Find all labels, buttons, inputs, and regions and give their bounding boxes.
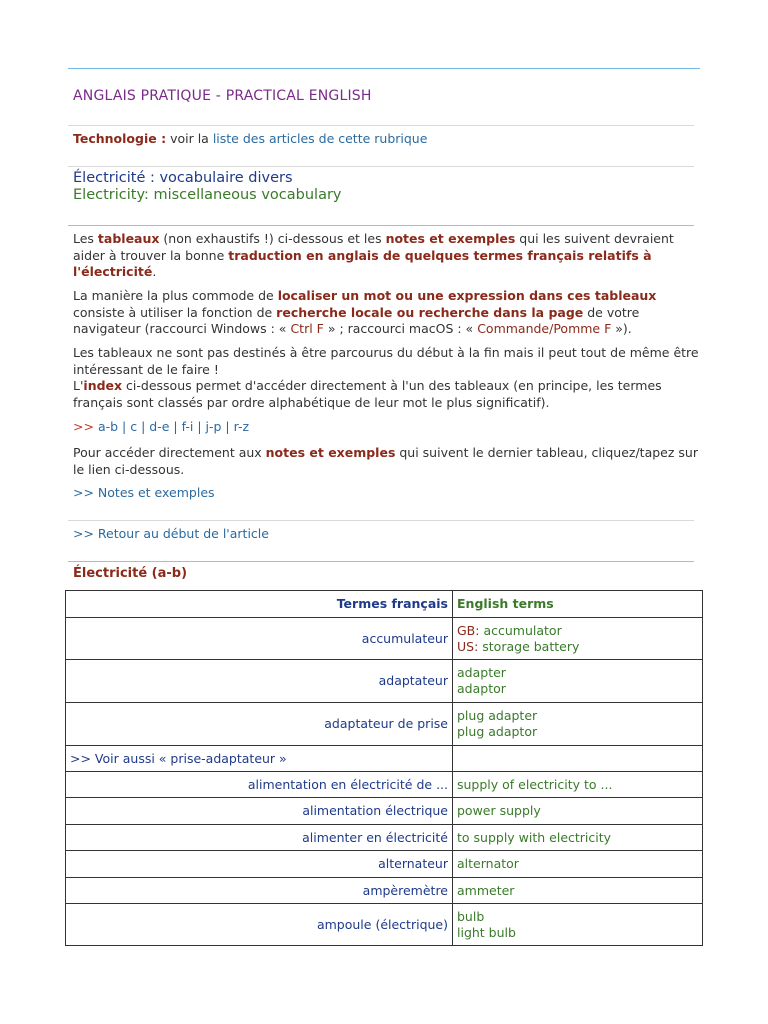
- term-fr: adaptateur de prise: [66, 703, 453, 746]
- header-fr: Termes français: [66, 591, 453, 618]
- table-row: [66, 746, 703, 772]
- table-header-row: [66, 591, 703, 618]
- term-fr: alimentation en électricité de ...: [66, 772, 453, 798]
- index-link-d-e[interactable]: d-e: [149, 419, 170, 434]
- term-en: to supply with electricity: [453, 825, 703, 851]
- index-link-j-p[interactable]: j-p: [205, 419, 222, 434]
- term-en: ammeter: [453, 878, 703, 904]
- term-en-line: adapter: [457, 665, 506, 680]
- divider: [68, 520, 694, 521]
- text: Les tableaux ne sont pas destinés à être parcourus du début à la fin mais il peut tout de même être intéressant de le faire !: [73, 345, 699, 377]
- term-text: accumulator: [479, 622, 562, 638]
- table-row: [66, 878, 703, 904]
- text: qui les suivent devraient aider à trouver la bonne: [73, 231, 674, 263]
- term-fr: alimenter en électricité: [66, 825, 453, 851]
- divider: [68, 125, 694, 126]
- region-label-us: US:: [457, 638, 479, 654]
- index-separator: |: [225, 419, 230, 434]
- divider: [68, 225, 694, 226]
- index-separator: |: [122, 419, 127, 434]
- term-en-line: bulb: [457, 908, 485, 924]
- table-row: [66, 904, 703, 946]
- divider: [68, 561, 694, 562]
- arrow-icon: >>: [73, 419, 94, 434]
- intro-paragraph-5: [73, 445, 699, 478]
- intro-paragraph-2: [73, 288, 699, 338]
- section-title: Électricité (a-b): [73, 566, 188, 581]
- header-en: English terms: [453, 591, 703, 618]
- vocabulary-table: [65, 590, 703, 946]
- index-separator: |: [173, 419, 178, 434]
- term-fr: accumulateur: [66, 618, 453, 660]
- term-fr: ampèremètre: [66, 878, 453, 904]
- category-line: [73, 131, 427, 146]
- article-title-en: Electricity: miscellaneous vocabulary: [73, 187, 342, 203]
- highlight: traduction en anglais de quelques termes français relatifs à l'électricité: [73, 247, 652, 279]
- table-row: [66, 825, 703, 851]
- text: La manière la plus commode de: [73, 288, 278, 303]
- text: consiste à utiliser la fonction de: [73, 304, 277, 320]
- shortcut-windows: Ctrl F: [290, 321, 324, 336]
- table-index: [73, 419, 249, 434]
- term-en-line: [457, 623, 698, 639]
- text: »).: [611, 321, 632, 336]
- category-text: voir la: [170, 131, 209, 146]
- term-en: power supply: [453, 798, 703, 825]
- term-text: storage battery: [478, 638, 580, 654]
- highlight: notes et exemples: [265, 445, 396, 460]
- term-en-line: plug adaptor: [457, 724, 538, 739]
- top-divider: [68, 68, 700, 69]
- term-fr: adaptateur: [66, 660, 453, 703]
- article-title-fr: Électricité : vocabulaire divers: [73, 170, 293, 186]
- divider: [68, 166, 694, 167]
- notes-link[interactable]: >> Notes et exemples: [73, 485, 215, 500]
- text: Les: [73, 231, 98, 246]
- table-row: [66, 660, 703, 703]
- table-row: [66, 772, 703, 798]
- term-en: alternator: [453, 851, 703, 878]
- highlight: tableaux: [97, 231, 160, 246]
- shortcut-macos: Commande/Pomme F: [477, 321, 612, 336]
- term-fr: ampoule (électrique): [66, 904, 453, 946]
- index-separator: |: [141, 419, 146, 434]
- highlight: recherche locale ou recherche dans la page: [276, 304, 584, 320]
- see-also-link[interactable]: >> Voir aussi « prise-adaptateur »: [66, 746, 453, 772]
- text: qui suivent le dernier tableau, cliquez/tapez sur le lien ci-dessous.: [73, 445, 698, 477]
- text: » ; raccourci macOS : «: [323, 321, 478, 336]
- term-en-line: adaptor: [457, 681, 506, 696]
- region-label-gb: GB:: [457, 622, 480, 638]
- text: ci-dessous permet d'accéder directement à l'un des tableaux (en principe, les termes français sont classés par ordre alphabétique de leur mot le plus significatif).: [73, 378, 662, 410]
- table-row: [66, 798, 703, 825]
- back-to-top-link[interactable]: >> Retour au début de l'article: [73, 526, 269, 541]
- term-en-line: [457, 639, 698, 655]
- text: L': [73, 378, 84, 393]
- term-en: [453, 904, 703, 946]
- highlight: index: [83, 378, 123, 393]
- term-fr: alternateur: [66, 851, 453, 878]
- index-link-a-b[interactable]: a-b: [97, 419, 119, 434]
- index-link-r-z[interactable]: r-z: [233, 419, 250, 434]
- intro-paragraph-3: [73, 345, 699, 411]
- intro-paragraph-1: [73, 231, 699, 281]
- text: de votre navigateur (raccourci Windows : «: [73, 304, 640, 336]
- category-label: Technologie :: [73, 131, 167, 146]
- index-separator: |: [197, 419, 202, 434]
- term-en-empty: [453, 746, 703, 772]
- term-fr: alimentation électrique: [66, 798, 453, 825]
- table-row: [66, 851, 703, 878]
- site-title[interactable]: ANGLAIS PRATIQUE - PRACTICAL ENGLISH: [73, 88, 372, 104]
- term-en: supply of electricity to ...: [453, 772, 703, 798]
- category-articles-link[interactable]: liste des articles de cette rubrique: [212, 131, 428, 146]
- term-en: [453, 703, 703, 746]
- term-en: [453, 660, 703, 703]
- term-en-line: plug adapter: [457, 708, 538, 723]
- highlight: localiser un mot ou une expression dans ces tableaux: [277, 288, 657, 303]
- term-en: [453, 618, 703, 660]
- index-link-c[interactable]: c: [130, 419, 138, 434]
- term-en-line: light bulb: [457, 924, 516, 940]
- text: Pour accéder directement aux: [73, 445, 266, 460]
- highlight: notes et exemples: [385, 231, 516, 246]
- index-link-f-i[interactable]: f-i: [181, 419, 194, 434]
- table-row: [66, 703, 703, 746]
- text: .: [152, 264, 157, 279]
- table-row: [66, 618, 703, 660]
- text: (non exhaustifs !) ci-dessous et les: [159, 231, 386, 246]
